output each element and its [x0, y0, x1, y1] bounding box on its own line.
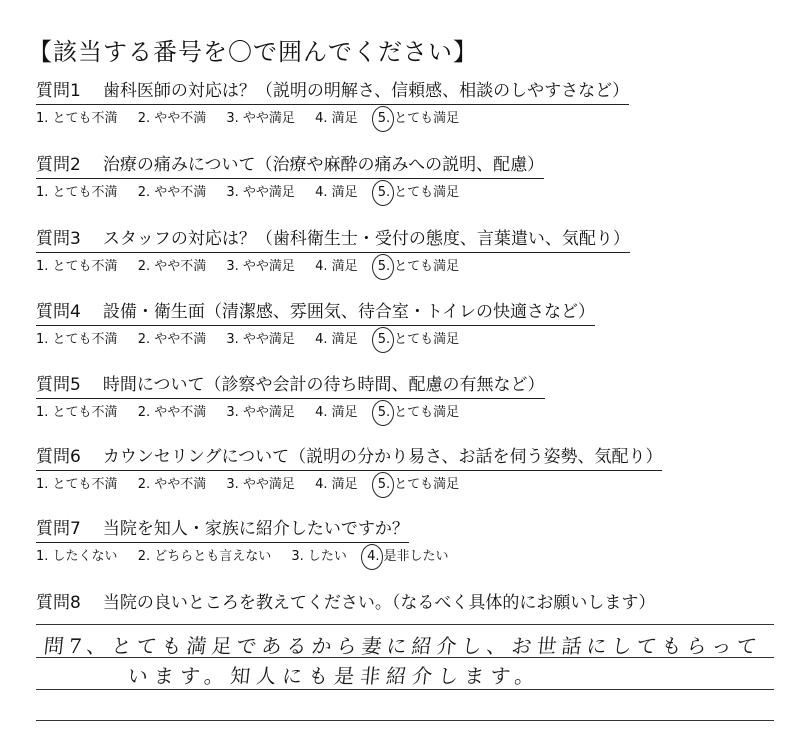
circled-number: 4.: [367, 549, 380, 564]
option-1[interactable]: 1. とても不満: [36, 185, 118, 200]
option-3[interactable]: 3. やや満足: [226, 185, 295, 200]
option-selected[interactable]: [378, 110, 459, 128]
option-3[interactable]: 3. やや満足: [226, 477, 295, 492]
question-6: [36, 446, 776, 494]
question-4: [36, 301, 776, 349]
question-heading: [36, 446, 662, 471]
answer-options: [36, 184, 776, 202]
question-text: 当院を知人・家族に紹介したいですか？: [102, 519, 409, 539]
question-3: [36, 228, 776, 276]
question-text: 当院の良いところを教えてください。（なるべく具体的にお願いします）: [102, 593, 656, 613]
option-label: とても満足: [394, 332, 460, 347]
question-heading: [36, 80, 629, 105]
option-1[interactable]: 1. とても不満: [36, 405, 118, 420]
circled-number: 5.: [377, 405, 391, 420]
option-selected[interactable]: [378, 331, 459, 349]
option-4[interactable]: 4. 満足: [315, 405, 358, 420]
question-text: 歯科医師の対応は？（説明の明解さ、信頼感、相談のしやすさなど）: [102, 81, 630, 101]
option-4[interactable]: 4. 満足: [315, 111, 358, 126]
question-heading: [36, 154, 544, 179]
question-heading: [36, 301, 595, 326]
question-1: [36, 80, 776, 128]
question-heading: [36, 374, 545, 399]
circled-number: 5.: [377, 477, 391, 492]
option-label: とても満足: [394, 185, 460, 200]
option-1[interactable]: 1. とても不満: [36, 259, 118, 274]
answer-options: [36, 404, 776, 422]
option-label: とても満足: [394, 259, 460, 274]
question-number: 質問7: [36, 519, 81, 539]
option-1[interactable]: 1. したくない: [36, 549, 118, 564]
question-heading: [36, 228, 630, 253]
writing-line: [36, 720, 774, 721]
question-text: スタッフの対応は？（歯科衛生士・受付の態度、言葉遣い、気配り）: [102, 229, 630, 249]
option-2[interactable]: 2. やや不満: [137, 477, 207, 492]
option-1[interactable]: 1. とても不満: [36, 332, 118, 347]
option-1[interactable]: 1. とても不満: [36, 477, 118, 492]
writing-line: [36, 689, 774, 690]
question-heading: [36, 592, 655, 616]
question-text: 時間について（診察や会計の待ち時間、配慮の有無など）: [102, 375, 545, 395]
writing-line: [36, 624, 774, 625]
option-label: とても満足: [394, 111, 460, 126]
question-5: [36, 374, 776, 422]
option-label: 是非したい: [383, 549, 449, 564]
question-2: [36, 154, 776, 202]
question-text: カウンセリングについて（説明の分かり易さ、お話を伺う姿勢、気配り）: [102, 447, 663, 467]
option-selected[interactable]: [378, 184, 459, 202]
option-2[interactable]: 2. やや不満: [137, 332, 207, 347]
handwritten-answer-line-2: います。知人にも是非紹介します。: [126, 664, 542, 688]
question-text: 設備・衛生面（清潔感、雰囲気、待合室・トイレの快適さなど）: [102, 302, 595, 322]
question-number: 質問4: [36, 302, 81, 322]
question-number: 質問8: [36, 593, 81, 613]
circled-number: 5.: [377, 332, 391, 347]
option-4[interactable]: 4. 満足: [315, 477, 358, 492]
answer-options: [36, 476, 776, 494]
circled-number: 5.: [377, 111, 391, 126]
question-number: 質問3: [36, 229, 81, 249]
question-number: 質問1: [36, 81, 81, 101]
option-selected[interactable]: [378, 404, 459, 422]
option-label: とても満足: [394, 405, 460, 420]
option-2[interactable]: 2. どちらとも言えない: [137, 549, 272, 564]
option-label: とても満足: [394, 477, 460, 492]
option-3[interactable]: 3. したい: [291, 549, 347, 564]
option-3[interactable]: 3. やや満足: [226, 405, 295, 420]
option-selected[interactable]: [378, 476, 459, 494]
question-heading: [36, 518, 409, 543]
option-2[interactable]: 2. やや不満: [137, 259, 207, 274]
option-3[interactable]: 3. やや満足: [226, 332, 295, 347]
answer-options: [36, 548, 776, 566]
option-2[interactable]: 2. やや不満: [137, 405, 207, 420]
option-1[interactable]: 1. とても不満: [36, 111, 118, 126]
question-7: [36, 518, 776, 566]
circled-number: 5.: [377, 259, 391, 274]
option-selected[interactable]: [367, 548, 448, 566]
question-text: 治療の痛みについて（治療や麻酔の痛みへの説明、配慮）: [102, 155, 545, 175]
answer-options: [36, 331, 776, 349]
question-number: 質問5: [36, 375, 81, 395]
question-number: 質問2: [36, 155, 81, 175]
option-selected[interactable]: [378, 258, 459, 276]
option-2[interactable]: 2. やや不満: [137, 185, 207, 200]
handwritten-answer-line-1: 問7、とても満足であるから妻に紹介し、お世話にしてもらって: [42, 634, 763, 658]
option-2[interactable]: 2. やや不満: [137, 111, 207, 126]
question-8: [36, 592, 776, 616]
question-number: 質問6: [36, 447, 81, 467]
form-title: 【該当する番号を〇で囲んでください】: [28, 38, 478, 66]
circled-number: 5.: [377, 185, 391, 200]
answer-options: [36, 258, 776, 276]
answer-options: [36, 110, 776, 128]
option-3[interactable]: 3. やや満足: [226, 111, 295, 126]
option-4[interactable]: 4. 満足: [315, 185, 358, 200]
option-4[interactable]: 4. 満足: [315, 332, 358, 347]
option-3[interactable]: 3. やや満足: [226, 259, 295, 274]
option-4[interactable]: 4. 満足: [315, 259, 358, 274]
